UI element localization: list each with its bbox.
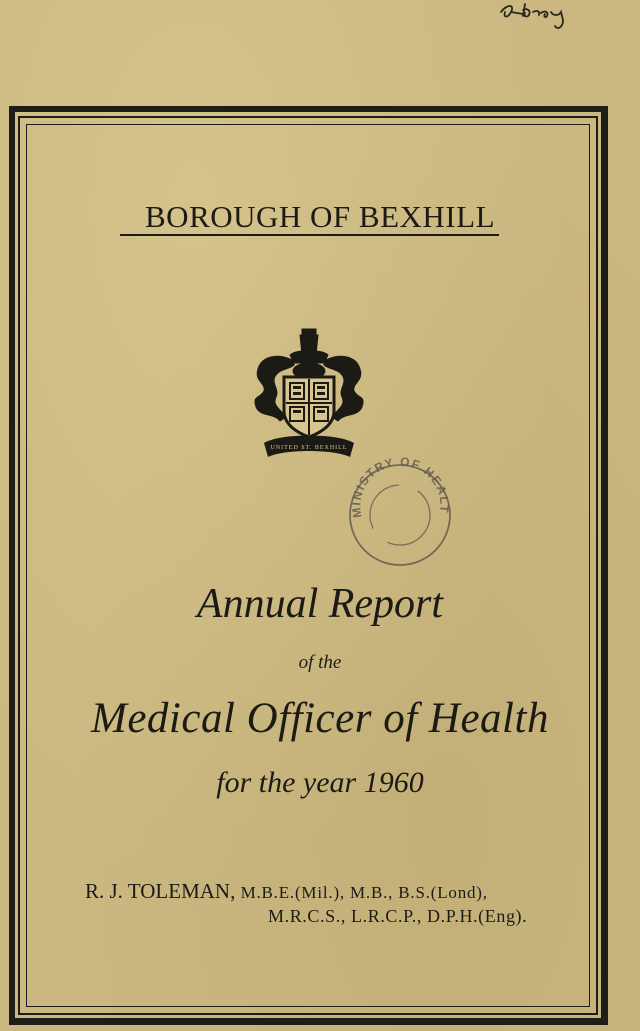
report-period: for the year 1960 xyxy=(216,766,424,799)
report-title: Annual Report xyxy=(196,581,444,627)
handwritten-library-note xyxy=(493,0,593,40)
svg-text:MINISTRY OF HEALTH: MINISTRY OF HEALT xyxy=(349,455,452,519)
inner-border xyxy=(26,124,590,1007)
ministry-of-health-stamp xyxy=(342,455,460,573)
svg-text:UNITED ST. BEXHILL: UNITED ST. BEXHILL xyxy=(270,445,348,451)
title-underline xyxy=(120,234,499,236)
author-name: R. J. TOLEMAN, xyxy=(85,879,236,903)
author-line xyxy=(85,878,488,906)
author-qualifications-2: M.R.C.S., L.R.C.P., D.P.H.(Eng). xyxy=(268,906,528,926)
report-subject: Medical Officer of Health xyxy=(91,695,549,742)
borough-title: BOROUGH OF BEXHILL xyxy=(145,199,495,234)
author-qualifications-1: M.B.E.(Mil.), M.B., B.S.(Lond), xyxy=(240,883,488,902)
coat-of-arms-crest xyxy=(250,325,368,461)
report-connector: of the xyxy=(298,652,342,673)
